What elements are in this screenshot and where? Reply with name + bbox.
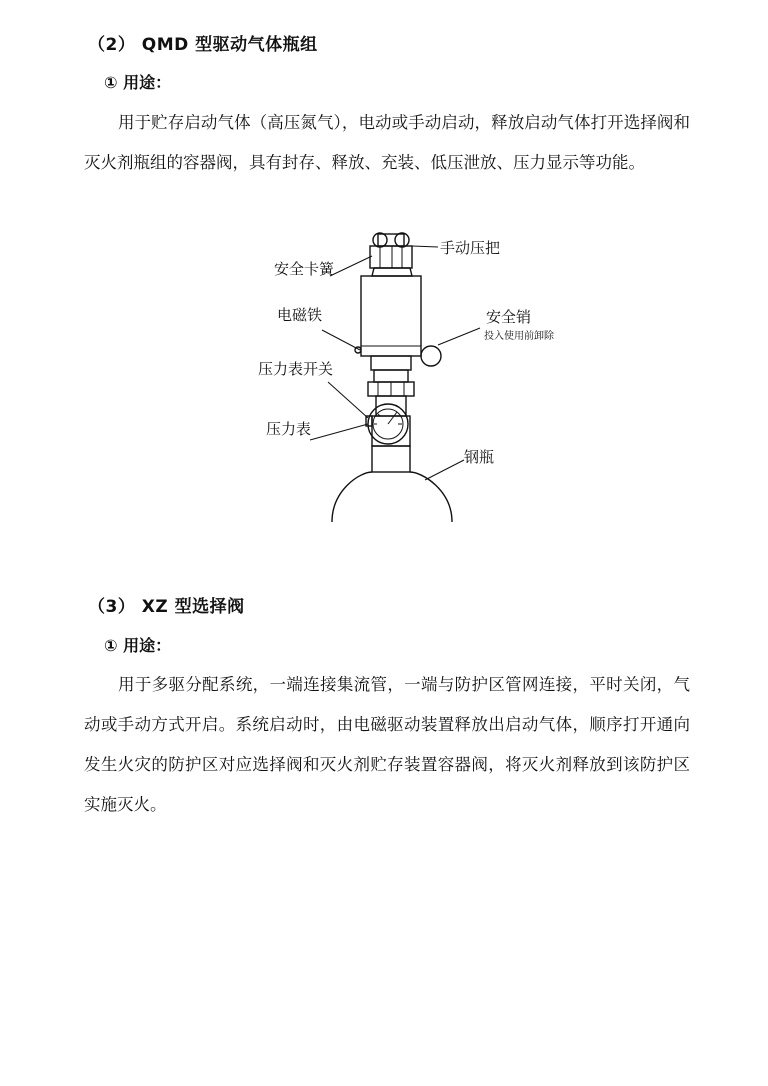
manual-handle-drawing <box>370 233 412 276</box>
label-safety-pin-note: 投入使用前卸除 <box>484 331 554 342</box>
label-gauge-switch: 压力表开关 <box>258 360 334 378</box>
label-cylinder: 钢瓶 <box>464 448 495 466</box>
section-2-heading: （2） QMD 型驱动气体瓶组 <box>88 35 318 55</box>
label-solenoid: 电磁铁 <box>277 306 323 324</box>
label-gauge: 压力表 <box>266 420 312 438</box>
steel-cylinder-drawing <box>332 446 452 522</box>
label-safety-clip: 安全卡簧 <box>274 260 335 278</box>
section-3-heading: （3） XZ 型选择阀 <box>88 597 245 617</box>
label-safety-pin: 安全销 <box>486 308 532 326</box>
safety-pin-drawing <box>421 346 441 366</box>
section-2-paragraph: 用于贮存启动气体（高压氮气），电动或手动启动，释放启动气体打开选择阀和灭火剂瓶组的容器阀，具有封存、释放、充装、低压泄放、压力显示等功能。 <box>84 113 690 172</box>
label-manual-handle: 手动压把 <box>440 239 501 257</box>
section-3-usage-label: ① 用途： <box>104 636 172 655</box>
valve-neck-drawing <box>368 356 414 446</box>
section-2-usage-label: ① 用途： <box>104 73 172 92</box>
section-3-paragraph: 用于多驱分配系统，一端连接集流管，一端与防护区管网连接，平时关闭，气动或手动方式开启。系统启动时，由电磁驱动装置释放出启动气体，顺序打开通向发生火灾的防护区对应选择阀和灭火剂贮存装置容器阀，将灭火剂释放到该防护区实施灭火。 <box>84 675 690 814</box>
diagram-leader-lines <box>310 246 480 480</box>
solenoid-drawing <box>355 276 421 356</box>
